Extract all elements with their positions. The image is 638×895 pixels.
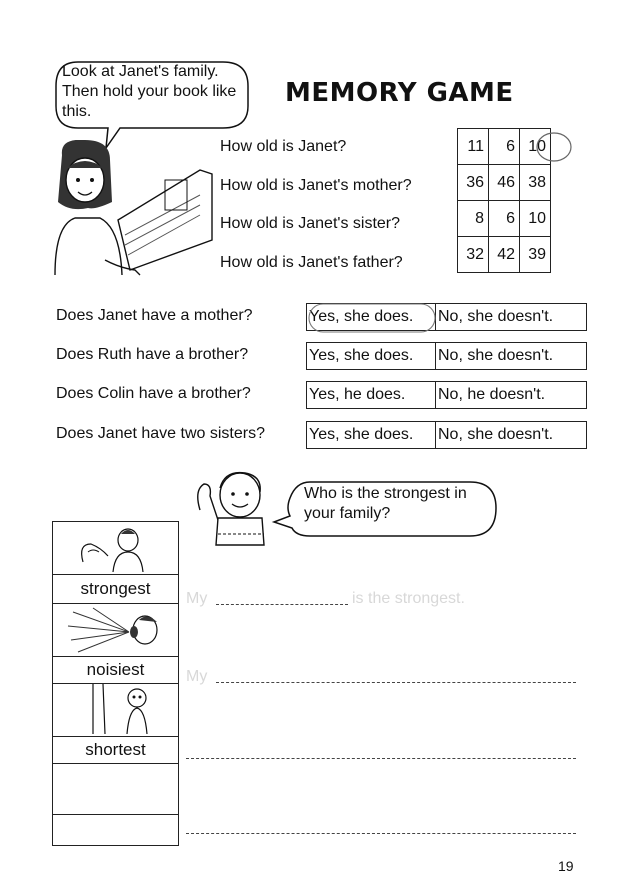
age-option[interactable]: 42 <box>489 237 520 273</box>
answer-row <box>306 381 587 409</box>
page-number: 19 <box>558 858 574 874</box>
label-noisiest: noisiest <box>53 657 178 684</box>
age-option-circled[interactable]: 10 <box>520 129 551 165</box>
page-title: MEMORY GAME <box>285 78 514 108</box>
writing-line[interactable] <box>216 682 576 683</box>
blank-label-box <box>53 815 178 845</box>
yes-answer-box[interactable]: Yes, she does. <box>307 422 436 449</box>
ghost-text-strongest: is the strongest. <box>352 590 465 607</box>
answer-row <box>306 421 587 449</box>
ghost-text-my: My <box>186 590 208 607</box>
age-question: How old is Janet's father? <box>220 254 403 271</box>
no-answer-box[interactable]: No, she doesn't. <box>436 304 587 331</box>
age-option[interactable]: 11 <box>458 129 489 165</box>
short-man-picture <box>53 684 178 737</box>
age-option[interactable]: 32 <box>458 237 489 273</box>
age-option[interactable]: 6 <box>489 129 520 165</box>
label-strongest: strongest <box>53 575 178 604</box>
age-question: How old is Janet's mother? <box>220 177 412 194</box>
answer-circle-mark <box>306 301 438 335</box>
girl-reading-illustration <box>40 140 220 280</box>
no-answer-box[interactable]: No, she doesn't. <box>436 422 587 449</box>
bubble-top-text: Look at Janet's family. Then hold your book like this. <box>62 63 237 120</box>
age-option[interactable]: 46 <box>489 165 520 201</box>
shouting-man-picture <box>53 604 178 657</box>
yes-no-question: Does Janet have a mother? <box>56 307 253 324</box>
age-question: How old is Janet? <box>220 138 347 155</box>
age-option[interactable]: 8 <box>458 201 489 237</box>
yes-no-question: Does Janet have two sisters? <box>56 425 265 442</box>
writing-line[interactable] <box>216 604 348 605</box>
writing-line[interactable] <box>186 833 576 834</box>
age-question: How old is Janet's sister? <box>220 215 401 232</box>
age-option[interactable]: 36 <box>458 165 489 201</box>
blank-picture-box <box>53 764 178 815</box>
writing-line[interactable] <box>186 758 576 759</box>
no-answer-box[interactable]: No, she doesn't. <box>436 343 587 370</box>
yes-answer-box[interactable]: Yes, he does. <box>307 382 436 409</box>
age-option[interactable]: 6 <box>489 201 520 237</box>
age-option[interactable]: 39 <box>520 237 551 273</box>
superlatives-column <box>52 521 179 846</box>
age-option[interactable]: 38 <box>520 165 551 201</box>
answer-circle-mark <box>534 130 574 164</box>
answer-row <box>306 342 587 370</box>
yes-answer-box[interactable]: Yes, she does. <box>307 304 436 331</box>
yes-no-question: Does Colin have a brother? <box>56 385 251 402</box>
yes-answer-box[interactable]: Yes, she does. <box>307 343 436 370</box>
bubble-bottom-text: Who is the strongest in your family? <box>304 485 467 522</box>
label-shortest: shortest <box>53 737 178 764</box>
strong-man-picture <box>53 522 178 575</box>
age-option[interactable]: 10 <box>520 201 551 237</box>
ghost-text-my: My <box>186 668 208 685</box>
no-answer-box[interactable]: No, he doesn't. <box>436 382 587 409</box>
yes-no-question: Does Ruth have a brother? <box>56 346 249 363</box>
